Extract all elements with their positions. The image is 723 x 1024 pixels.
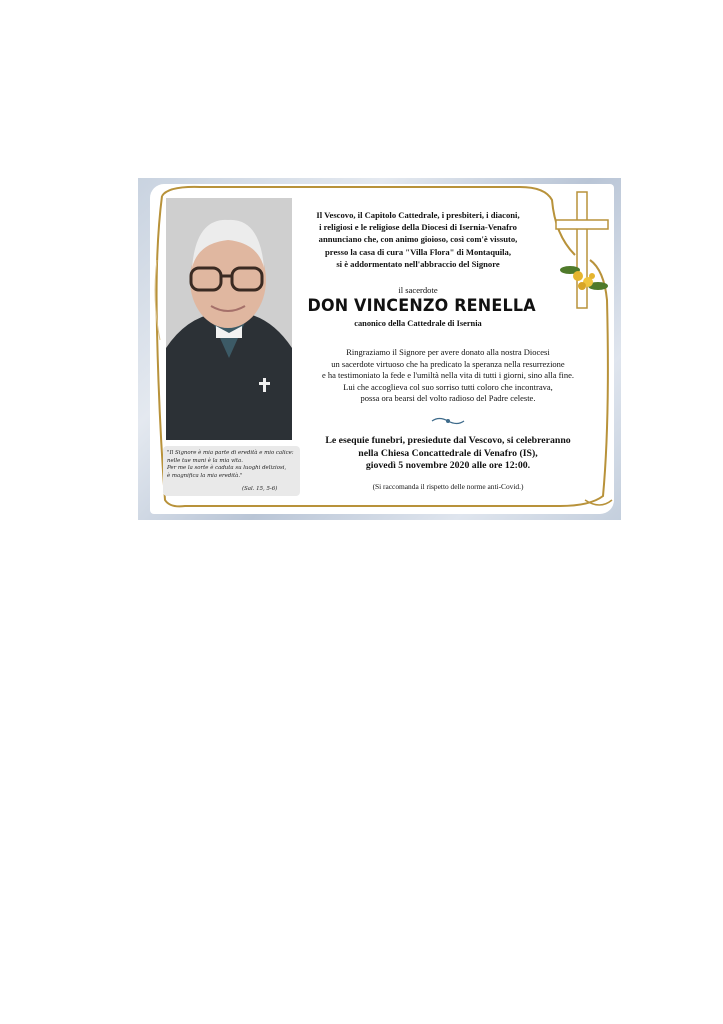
title-prefix: il sacerdote [398,285,438,295]
psalm-quote: "Il Signore è mia parte di eredità e mio calice: nelle tue mani è la mia vita. Per me la sorte è caduta su luoghi deliziosi, è magnifica la mia eredità." [167,450,294,479]
announcement-text: Il Vescovo, il Capitolo Cattedrale, i presbiteri, i diaconi, i religiosi e le religiose della Diocesi di Isernia-Venafro annunciano che, con animo gioioso, così com'è vissuto, presso la casa di cura "Villa Flora" di Montaquila, si è addormentato nell'abbraccio del Signore [316,210,520,269]
funeral-info: Le esequie funebri, presiedute dal Vescovo, si celebreranno nella Chiesa Concattedrale di Venafro (IS), giovedì 5 novembre 2020 alle ore 12:00. [325,435,571,472]
deceased-role: canonico della Cattedrale di Isernia [354,319,482,328]
deceased-name: DON VINCENZO RENELLA [307,296,536,316]
psalm-reference: (Sal. 15, 5-6) [242,486,278,492]
covid-note: (Si raccomanda il rispetto delle norme anti-Covid.) [372,482,524,491]
thanks-text: Ringraziamo il Signore per avere donato alla nostra Diocesi un sacerdote virtuoso che ha predicato la speranza nella resurrezione e ha testimoniato la fede e l'umiltà nella vita di tutti i giorni, sino alla fine. Lui che accoglieva col suo sorriso tutti coloro che incontrava, possa ora bearsi del volto radioso del Padre celeste. [322,347,574,404]
cross-icon [548,190,618,310]
divider-ornament-icon [430,416,466,426]
priest-portrait [166,198,292,440]
